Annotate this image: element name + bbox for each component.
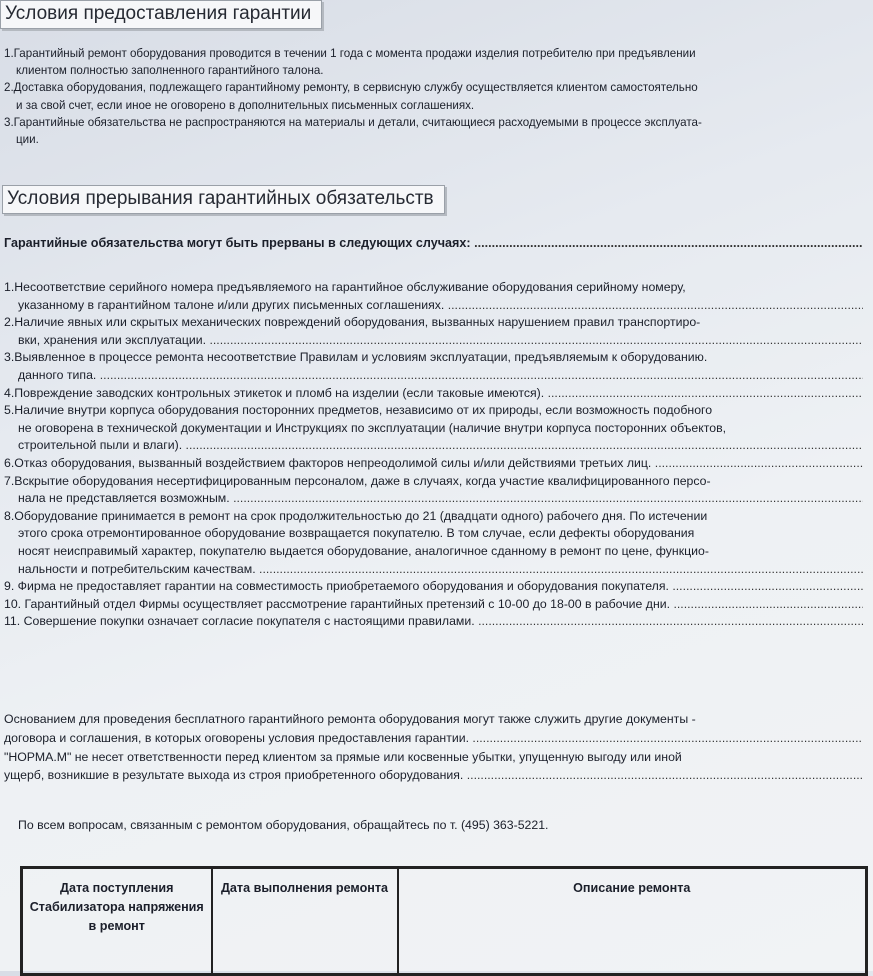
termination-item-text: 5.Наличие внутри корпуса оборудования посторонних предметов, независимо от их природы, если возможность подобного: [4, 403, 713, 418]
termination-item: [4, 596, 863, 614]
termination-item: [4, 613, 863, 631]
warranty-term-text: 3.Гарантийные обязательства не распространяются на материалы и детали, считающиеся расходуемыми в процессе эксплуата-: [4, 115, 702, 129]
warranty-term-cont: ции.: [16, 133, 39, 147]
warranty-terms-list: [4, 45, 863, 148]
termination-item: [4, 402, 863, 455]
termination-item-cont: вки, хранения или эксплуатации. .....: [4, 332, 863, 350]
termination-item-text: 9. Фирма не предоставляет гарантии на совместимость приобретаемого оборудования и оборудования покупателя. .....: [4, 578, 863, 596]
warranty-term-cont: клиентом полностью заполненного гарантийного талона.: [16, 64, 324, 78]
termination-item: [4, 473, 863, 508]
liability-line-2: [4, 766, 863, 785]
termination-item: [4, 279, 863, 314]
warranty-term-text: 2.Доставка оборудования, подлежащего гарантийному ремонту, в сервисную службу осуществляется клиентом самостоятельно: [4, 81, 698, 95]
repair-table: [20, 866, 868, 976]
basis-line-2: [4, 729, 863, 748]
termination-item-text: 4.Повреждение заводских контрольных этикеток и пломб на изделии (если таковые имеются). .....: [4, 385, 863, 403]
termination-item: [4, 578, 863, 596]
warranty-term-item: [4, 45, 863, 79]
termination-item: [4, 314, 863, 349]
termination-item-text: 3.Выявленное в процессе ремонта несоответствие Правилам и условиям эксплуатации, предъявляемым к оборудованию.: [4, 350, 708, 365]
warranty-term-cont: и за свой счет, если иное не оговорено в дополнительных письменных соглашениях.: [16, 98, 475, 112]
termination-item: [4, 385, 863, 403]
liability-line-2-text: ущерб, возникшие в результате выхода из строя приобретенного оборудования.: [4, 768, 464, 783]
termination-item-cont: нальности и потребительским качествам. .....: [4, 561, 863, 579]
termination-item-text: 1.Несоответствие серийного номера предъявляемого на гарантийное обслуживание оборудования серийному номеру,: [4, 280, 686, 294]
termination-item: [4, 455, 863, 473]
basis-line-1: Основанием для проведения бесплатного гарантийного ремонта оборудования могут также служить другие документы -: [4, 712, 696, 726]
liability-line-1: "НОРМА.М" не несет ответственности перед клиентом за прямые или косвенные убытки, упущенную выгоду или иной: [4, 749, 682, 764]
warranty-term-item: [4, 114, 863, 148]
termination-item-cont: не оговорена в технической документации и Инструкциях по эксплуатации (наличие внутри корпуса посторонних объектов,: [18, 420, 727, 435]
termination-item-text: 11. Совершение покупки означает согласие покупателя с настоящими правилами. .....: [4, 613, 863, 631]
termination-item-cont: указанному в гарантийном талоне и/или других письменных соглашениях. .....: [4, 297, 863, 315]
repair-table-col-description: Описание ремонта: [398, 868, 867, 975]
termination-intro-text: Гарантийные обязательства могут быть прерваны в следующих случаях:: [4, 236, 471, 250]
termination-item-cont: данного типа. .....: [4, 367, 863, 385]
termination-item: [4, 508, 863, 578]
termination-item-cont: этого срока отремонтированное оборудование возвращается покупателю. В том случае, если дефекты оборудования: [18, 526, 695, 541]
termination-intro: [4, 236, 863, 250]
termination-item-text: 6.Отказ оборудования, вызванный воздействием факторов непреодолимой силы и/или действиями третьих лиц. .....: [4, 455, 863, 473]
termination-list: [4, 279, 863, 631]
warranty-terms-title: Условия предоставления гарантии: [0, 0, 322, 29]
termination-item-cont: носят неисправимый характер, покупателю выдается оборудование, аналогичное сданному в ремонт по цене, функцио-: [18, 543, 709, 558]
repair-table-col-arrival-date: Дата поступления Стабилизатора напряжения в ремонт: [22, 868, 212, 975]
termination-item-text: 7.Вскрытие оборудования несертифицированным персоналом, даже в случаях, когда участие квалифицированного персо-: [4, 473, 711, 488]
warranty-term-text: 1.Гарантийный ремонт оборудования проводится в течении 1 года с момента продажи изделия потребителю при предъявлении: [4, 47, 696, 60]
contact-line: По всем вопросам, связанным с ремонтом оборудования, обращайтесь по т. (495) 363-5221.: [18, 818, 549, 832]
termination-title: Условия прерывания гарантийных обязательств: [2, 185, 445, 214]
termination-item-cont: строительной пыли и влаги). .....: [4, 437, 863, 455]
termination-item: [4, 349, 863, 384]
repair-table-header: [22, 868, 867, 975]
termination-item-cont: нала не представляется возможным. .....: [4, 490, 863, 508]
repair-table-col-completion-date: Дата выполнения ремонта: [212, 868, 398, 975]
termination-item-text: 10. Гарантийный отдел Фирмы осуществляет рассмотрение гарантийных претензий с 10-00 до 18-00 в рабочие дни. .....: [4, 596, 863, 614]
notes-block: [4, 710, 863, 785]
termination-item-text: 2.Наличие явных или скрытых механических повреждений оборудования, вызванных нарушением правил транспортиро-: [4, 315, 701, 330]
basis-line-2-text: договора и соглашения, в которых оговорены условия предоставления гарантии.: [4, 730, 470, 745]
warranty-term-item: [4, 79, 863, 113]
termination-item-text: 8.Оборудование принимается в ремонт на срок продолжительностью до 21 (двадцати одного) рабочего дня. По истечении: [4, 508, 708, 523]
